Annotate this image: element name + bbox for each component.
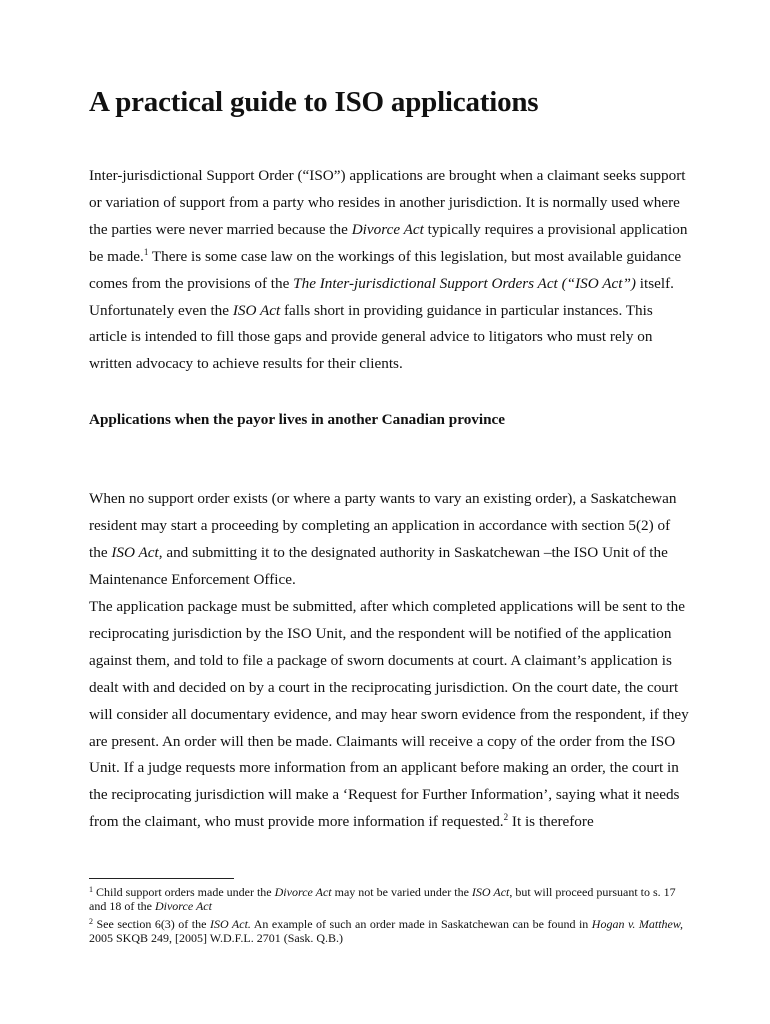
para3-text-2: It is therefore	[508, 813, 594, 831]
para2-text-1: When no support order exists (or where a party wants to vary an existing order), a Saskatchewan resident may start a proceeding by completing an application in accordance with section 5(2) of the	[89, 490, 677, 561]
footnote-1-text-3: , but will proceed pursuant to s. 17 and 18 of the	[89, 885, 676, 913]
footnote-2-text-2: An example of such an order made in Saskatchewan can be found in	[250, 917, 592, 931]
section-heading: Applications when the payor lives in another Canadian province	[89, 411, 506, 428]
intro-text-4: itself. Unfortunately even the	[89, 274, 674, 319]
intro-text-1: Inter-jurisdictional Support Order (“ISO”) applications are brought when a claimant seeks support or variation of support from a party who resides in another jurisdiction. It is normally used where the parties were never married because the	[89, 167, 686, 238]
intro-text-5: falls short in providing guidance in particular instances. This article is intended to fill those gaps and provide general advice to litigators who must rely on written advocacy to achieve results for their clients.	[89, 301, 653, 373]
para2-iso-act-italic: ISO Act	[111, 543, 159, 561]
footnote-2-mark: 2	[89, 917, 93, 926]
footnote-1-italic-3: Divorce Act	[154, 898, 212, 913]
divorce-act-italic: Divorce Act	[351, 220, 424, 238]
para3-text-1: The application package must be submitted, after which completed applications will be sent to the reciprocating jurisdiction by the ISO Unit, and the respondent will be notified of the application against them, and told to file a package of sworn documents at court. A claimant’s application is dealt with and decided on by a court in the reciprocating jurisdiction. On the court date, the court will consider all documentary evidence, and may hear sworn evidence from the respondent, if they are present. An order will then be made. Claimants will receive a copy of the order from the ISO Unit. If a judge requests more information from an applicant before making an order, the court in the reciprocating jurisdiction will make a ‘Request for Further Information’, saying what it needs from the claimant, who must provide more information if requested.	[89, 598, 689, 831]
iso-act-italic: ISO Act	[232, 301, 281, 319]
footnote-1-italic-1: Divorce Act	[274, 885, 332, 899]
footnote-1-text-2: may not be varied under the	[331, 885, 472, 899]
footnote-1-mark: 1	[89, 885, 93, 894]
footnote-2-text-3: 2005 SKQB 249, [2005] W.D.F.L. 2701 (Sask. Q.B.)	[89, 930, 344, 945]
footnote-2-italic-2: Hogan v. Matthew,	[591, 917, 684, 931]
paragraph-3	[89, 594, 689, 836]
footnote-ref-1[interactable]: 1	[143, 246, 149, 257]
intro-text-2: typically requires a provisional application be made.	[89, 220, 688, 265]
footnote-ref-2[interactable]: 2	[503, 812, 509, 823]
footnote-2-text-1: See section 6(3) of the	[93, 917, 210, 931]
footnote-1-text-1: Child support orders made under the	[93, 885, 275, 899]
iso-act-full-italic: The Inter-jurisdictional Support Orders Act (“ISO Act”)	[293, 274, 636, 292]
paragraph-2	[89, 486, 689, 594]
intro-text-3: There is some case law on the workings of this legislation, but most available guidance comes from the provisions of the	[89, 247, 682, 292]
para2-text-2: , and submitting it to the designated authority in Saskatchewan –the ISO Unit of the Maintenance Enforcement Office.	[89, 543, 668, 588]
footnote-2	[89, 918, 683, 945]
page-title: A practical guide to ISO applications	[89, 86, 539, 118]
footnote-1-italic-2: ISO Act	[471, 885, 510, 899]
footnote-separator	[89, 878, 234, 879]
footnote-1	[89, 886, 683, 913]
intro-paragraph	[89, 163, 689, 378]
footnote-2-italic-1: ISO Act.	[209, 917, 251, 931]
